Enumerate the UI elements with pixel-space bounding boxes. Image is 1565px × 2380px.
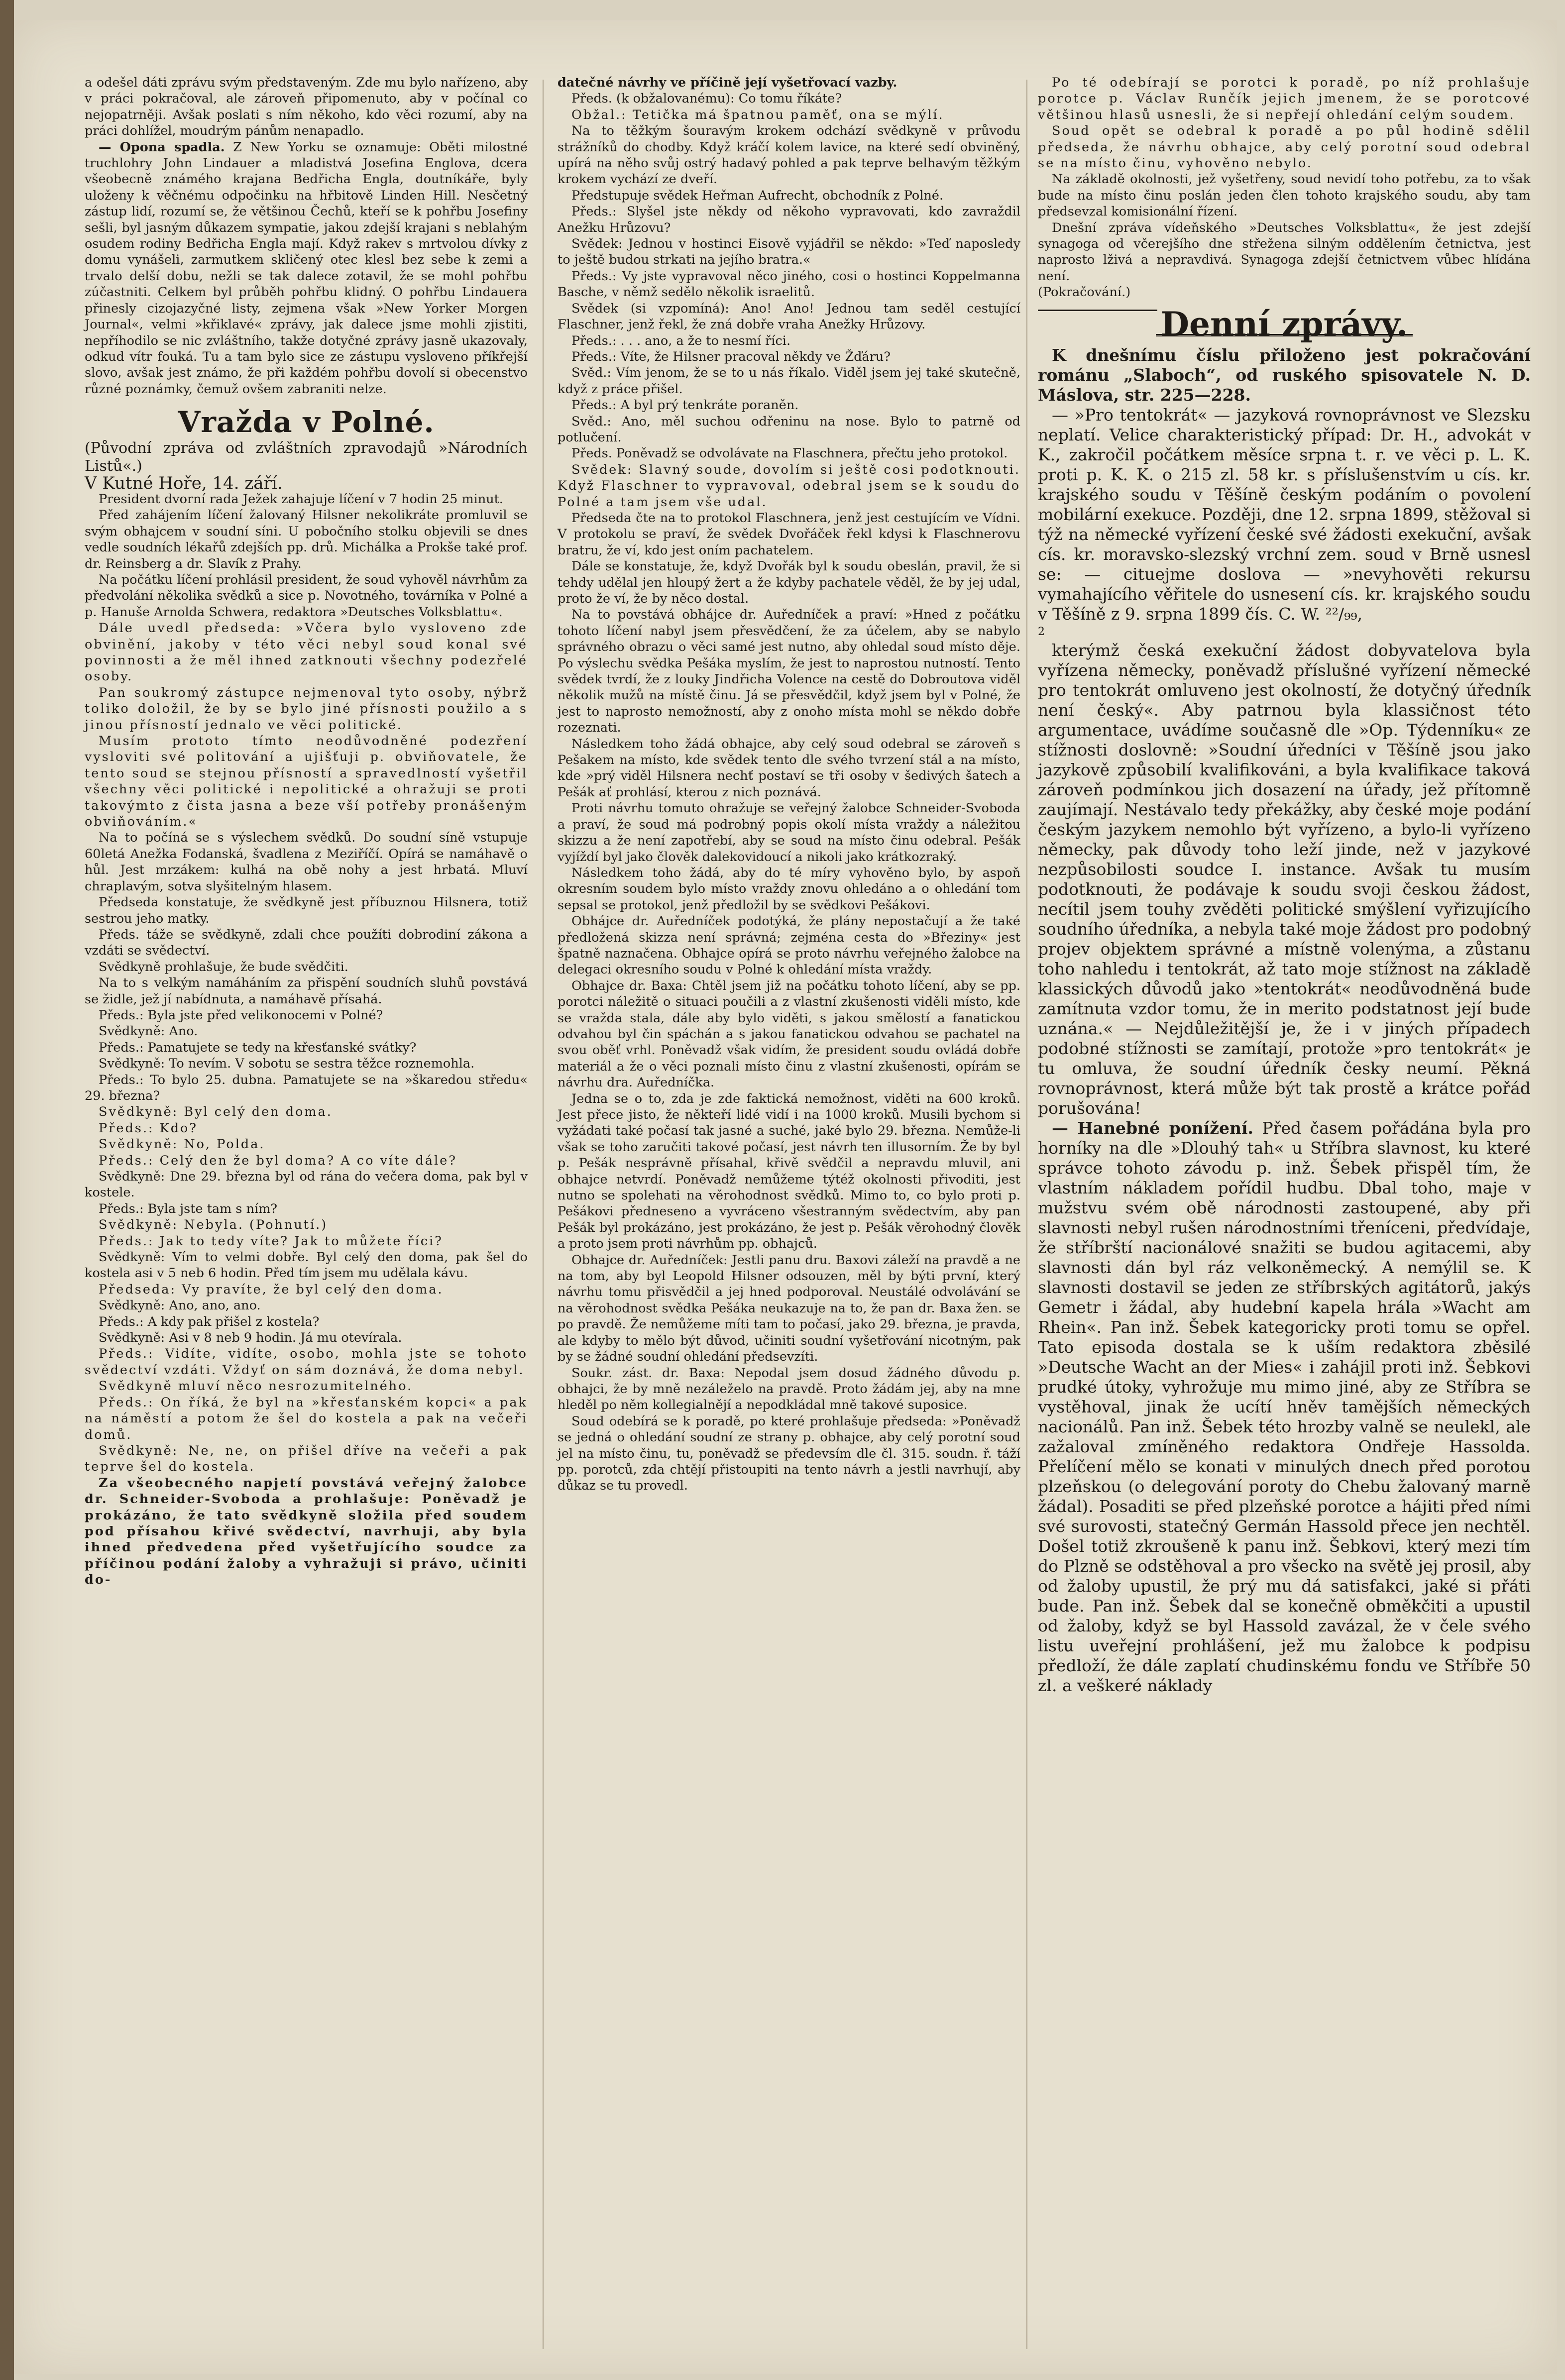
continued-note: (Pokračování.) (1038, 285, 1131, 300)
dialogue-line: Předs.: A kdy pak přišel z kostela? (99, 1314, 320, 1329)
dialogue-line: Předs. Poněvadž se odvolávate na Flaschnera, přečtu jeho protokol. (571, 446, 1008, 461)
paragraph: Soud opět se odebral k poradě a po půl hodině sdělil předseda, že návrhu obhajce, aby celý porotní soud odebral se na místo činu, vyhověno nebylo. (1038, 123, 1531, 171)
dialogue-line: Předs.: Víte, že Hilsner pracoval někdy ve Žďáru? (571, 349, 891, 364)
dialogue-line: Předs.: Jak to tedy víte? Jak to můžete říci? (99, 1233, 443, 1249)
paragraph: Následkem toho žádá obhajce, aby celý soud odebral se zároveň s Pešakem na místo, kde svědek tento dle svého tvrzení stál a na místo, kde »prý viděl Hilsnera nechť postaví se tři osoby v šedivých šatech a Pešák ať prohlásí, kterou z nich poznává. (558, 736, 1020, 800)
paragraph: Na to s velkým namáháním za přispění soudních sluhů povstává se židle, jež jí nabídnuta, a namáhavě přísahá. (85, 975, 528, 1007)
dialogue-line: Svědkyně: Nebyla. (Pohnutí.) (99, 1217, 328, 1233)
paragraph: Předseda konstatuje, že svědkyně jest příbuznou Hilsnera, totiž sestrou jeho matky. (85, 895, 528, 926)
paragraph: Předstupuje svědek Heřman Aufrecht, obchodník z Polné. (571, 188, 944, 203)
section-heading (1038, 304, 1531, 343)
paragraph: Před zahájením líčení žalovaný Hilsner nekolikráte promluvil se svým obhajcem v soudní síni. U pobočního stolku objevili se dnes vedle soudních lékařů zdejších pp. drů. Michálka a Prokše také prof. dr. Reinsberg a dr. Slavík z Prahy. (85, 508, 528, 571)
paragraph: Na to těžkým šouravým krokem odchází svědkyně v průvodu strážníků do chodby. Když kráčí kolem lavice, na které sedí obviněný, upírá na něho svůj ostrý hadavý pohled a pak teprve belhavým těžkým krokem vychází ze dveří. (558, 123, 1020, 187)
dialogue-line: Předseda: Vy pravíte, že byl celý den doma. (99, 1282, 444, 1297)
paragraph: Na počátku líčení prohlásil president, že soud vyhověl návrhům za předvolání několika svědků a sice p. Novotného, továrníka v Polné a p. Hanuše Arnolda Schwera, redaktora »Deutsches Volksblattu«. (85, 572, 528, 620)
dialogue-line: Svědkyně: To nevím. V sobotu se sestra těžce roznemohla. (99, 1056, 475, 1072)
dialogue-line: Předs.: To bylo 25. dubna. Pamatujete se na »škaredou středu« 29. března? (85, 1072, 528, 1103)
paragraph: Na základě okolnosti, jež vyšetřeny, soud nevidí toho potřebu, za to však bude na místo činu poslán jeden člen tohoto krajského soudu, aby tam předsevzal komisionální řízení. (1038, 172, 1531, 219)
column-right (1038, 75, 1531, 1696)
binding-spine (0, 0, 14, 2380)
news-item-heading: — Opona spadla. (99, 139, 225, 155)
dialogue-line: Předs. (k obžalovanému): Co tomu říkáte? (571, 91, 842, 107)
column-middle (558, 75, 1020, 1494)
paragraph: — »Pro tentokrát« — jazyková rovnoprávnost ve Slezsku neplatí. Velice charakteristický případ: Dr. H., advokát v K., zakročil počátkem měsíce srpna t. r. ve věci p. L. K. proti p. K. K. o 215 zl. 58 kr. s příslušenstvím u cís. kr. krajského soudu v Těšíně českým podáním o povolení mobilární exekuce. Později, dne 12. srpna 1899, stěžoval si týž na německé vyřízení české své žádosti exekuční, avšak cís. kr. moravsko-slezský vrchní zem. soud v Brně usnesl se: — cituejme doslova — »nevyhověti rekursu vymahajícího věřitele do usnesení cís. kr. krajského soudu v Těšíně z 9. srpna 1899 čís. C. W. ²²/₉₉, (1038, 405, 1531, 624)
paragraph: Na to počíná se s výslechem svědků. Do soudní síně vstupuje 60letá Anežka Fodanská, švadlena z Meziříčí. Opírá se namáhavě o hůl. Jest mrzákem: kulhá na obě nohy a jest hrbatá. Mluví chraplavým, sotva slyšitelným hlasem. (85, 830, 528, 894)
dialogue-line: Svědkyně: Vím to velmi dobře. Byl celý den doma, pak šel do kostela asi v 5 neb 6 hodin. Před tím jsem mu udělala kávu. (85, 1250, 528, 1281)
article-origin: (Původní zpráva od zvláštních zpravodajů »Národních Listů«.) (85, 439, 528, 475)
paragraph: Obhajce dr. Auředníček: Jestli panu dru. Baxovi záleží na pravdě a ne na tom, aby byl Leopold Hilsner odsouzen, měl by býti první, který návrhu tomu přisvědčil a jej hned podporoval. Neustálé odvolávání se na věrohodnost svědka Pešáka neukazuje na to, že pan dr. Baxa žen. se po pravdě. Že nemůžeme míti tam to počasí, jako 29. března, je pravda, ale kdyby to mělo být důvod, učiniti soudní vyšetřování nicotným, pak by se žádné soudní ohledání předsevzíti. (558, 1252, 1020, 1365)
paragraph: Musím prototo tímto neodůvodněné podezření vysloviti své politování a ujišťuji p. obviňovatele, že tento soud se stejnou přísností a spravedlností vyšetřil všechny věci politické i nepolitické a ohražuji se proti takovýmto z čista jasna a beze vší potřeby pronášeným obviňováním.« (85, 734, 528, 830)
dialogue-line: Svědkyně mluví něco nesrozumitelného. (99, 1379, 413, 1394)
dialogue-line: Předs.: Byla jste před velikonocemi v Polné? (99, 1007, 383, 1023)
news-item-opona (85, 139, 528, 398)
dialogue-line: Předs.: Vidíte, vidíte, osobo, mohla jste se tohoto svědectví vzdáti. Vždyť on sám doznává, že doma nebyl. (85, 1346, 528, 1378)
paragraph: Soud odebírá se k poradě, po které prohlašuje předseda: »Poněvadž se jedná o ohledání soudní ze strany p. obhajce, aby celý porotní soud jel na místo činu, tu, poněvadž se předevsím dle čl. 315. soudn. ř. táží pp. porotců, zda chtějí přistoupiti na tento návrh a jestli navrhují, aby důkaz se tu provedl. (558, 1413, 1020, 1494)
dialogue-line: Svědkyně: Ano, ano, ano. (99, 1298, 261, 1313)
paragraph: Svědkyně prohlašuje, že bude svědčiti. (99, 959, 348, 974)
section-title: Denní zprávy. (1156, 316, 1413, 336)
dialogue-line: Předs.: A byl prý tenkráte poraněn. (571, 398, 799, 413)
dialogue-line: Předs.: . . . ano, a že to nesmí říci. (571, 333, 791, 348)
paragraph: President dvorní rada Ježek zahajuje líčení v 7 hodin 25 minut. (99, 491, 504, 507)
dialogue-line: Svědkyně: Byl celý den doma. (99, 1104, 333, 1120)
footnote-marker: 2 (1038, 626, 1045, 639)
paragraph: Za všeobecného napjetí povstává veřejný žalobce dr. Schneider-Svoboda a prohlašuje: Poněvadž je prokázáno, že tato svědkyně složila před soudem pod přísahou křivé svědectví, navrhuji, aby byla ihned předvedena před vyšetřujícího soudce za příčinou podání žaloby a vyhražuji si právo, učiniti do- (85, 1475, 528, 1588)
dialogue-line: Svědkyně: Ne, ne, on přišel dříve na večeři a pak teprve šel do kostela. (85, 1443, 528, 1475)
news-item-body: Z New Yorku se oznamuje: Oběti milostné truchlohry John Lindauer a mladistvá Josefina Englova, dcera všeobecně známého krajana Bedřicha Engla, doutníkáře, byly uloženy k věčnému odpočinku na hřbitově Linden Hill. Nesčetný zástup lidí, rozumí se, že většinou Čechů, kteří se k pohřbu Josefiny sešli, byl jasným důkazem sympatie, jakou zdejší krajani s neblahým osudem rodiny Bedřicha Engla mají. Když rakev s mrtvolou dívky z domu vynášeli, zarmutkem skličený otec klesl bez sebe k zemi a trvalo delší dobu, nežli se tak dalece zotavil, že se mohl pohřbu zúčastniti. Celkem byl průběh pohřbu klidný. O pohřbu Lindauera přinesly cizojazyčné listy, zejmena však »New Yorker Morgen Journal«, velmi »křiklavé« zprávy, jak dalece jsme mohli zjistiti, nepříhodilo se nic zvláštního, takže dotyčné zprávy jasně ukazovaly, odkud vítr fouká. Tu a tam bylo sice ze zástupu vysloveno příkřejší slovo, avšak jest známo, že při každém pohřbu dovolí si obecenstvo různé poznámky, čemuž ovšem zabraniti nelze. (85, 139, 528, 397)
dialogue-line: Svěd.: Ano, měl suchou odřeninu na nose. Bylo to patrně od potlučení. (558, 414, 1020, 445)
dialogue-line: Předs.: Pamatujete se tedy na křesťanské svátky? (99, 1040, 417, 1055)
article-title: Vražda v Polné. (178, 405, 435, 439)
paragraph: datečné návrhy ve příčině její vyšetřovací vazby. (558, 75, 897, 90)
paragraph: Předseda čte na to protokol Flaschnera, jenž jest cestujícím ve Vídni. V protokolu se praví, že svědek Dvořáček řekl kdysi k Flaschnerovu bratru, že ví, kdo jest oním pachatelem. (558, 510, 1020, 558)
dialogue-line: Svědek (si vzpomíná): Ano! Ano! Jednou tam seděl cestující Flaschner, jenž řekl, že zná dobře vraha Anežky Hrůzovy. (558, 301, 1020, 332)
dialogue-line: Předs.: Vy jste vypravoval něco jiného, cosi o hostinci Koppelmanna Basche, v němž sedělo několik israelitů. (558, 268, 1020, 300)
dialogue-line: Svěd.: Vím jenom, že se to u nás říkalo. Viděl jsem jej také skutečně, když z práce přišel. (558, 365, 1020, 397)
dialogue-line: Svědkyně: Dne 29. března byl od rána do večera doma, pak byl v kostele. (85, 1169, 528, 1200)
dialogue-line: Předs.: Celý den že byl doma? A co víte dále? (99, 1153, 457, 1168)
paragraph: Obhájce dr. Auředníček podotýká, že plány nepostačují a že také předložená skizza není správná; zejména cesta do »Březiny« jest špatně naznačena. Obhajce opírá se proto návrhu veřejného žalobce na delegaci okresního soudu v Polné k ohledání místa vraždy. (558, 914, 1020, 977)
dialogue-line: Předs.: Kdo? (99, 1120, 198, 1136)
dialogue-line: Předs.: Byla jste tam s ním? (99, 1201, 278, 1216)
dialogue-line: Svědkyně: No, Polda. (99, 1137, 265, 1152)
paragraph: a odešel dáti zprávu svým představeným. Zde mu bylo nařízeno, aby v práci pokračoval, ale zároveň připomenuto, aby v počínal co nejopatrněji. Avšak poslati s ním někoho, kdo věci rozumí, aby na práci dohlížel, moudrým pánům nenapadlo. (85, 75, 528, 139)
dialogue-line: Obžal.: Tetička má špatnou paměť, ona se mýlí. (571, 107, 944, 122)
news-item-body: Před časem pořádána byla pro horníky na dle »Dlouhý tah« u Stříbra slavnost, ku které správce tohoto závodu p. inž. Šebek přispěl tím, že vlastním nákladem pořídil hudbu. Dbal toho, maje v mužstvu svém obě národnosti zastoupené, aby při slavnosti nebyl rušen národnostními třeníceni, předvídaje, že stříbrští nacionálové snažiti se budou agitacemi, aby slavnosti dán byl ráz velkoněmecký. A nemýlil se. K slavnosti dostavil se jeden ze stříbrských agitátorů, jakýs Gemetr i žádal, aby hudební kapela hrála »Wacht am Rhein«. Pan inž. Šebek kategoricky proti tomu se opřel. Tato episoda dostala se k uším redaktora zběsilé »Deutsche Wacht an der Mies« i zahájil proti inž. Šebkovi prudké útoky, vyhrožuje mu mimo jiné, aby ze Stříbra se vystěhoval, jinak že ucítí hněv tamějších německých nacionálů. Pan inž. Šebek této hrozby valně se neulekl, ale zažaloval zmíněného redaktora Ondřeje Hassolda. Přelíčení mělo se konati v minulých dnech před porotou plzeňskou (o delegování poroty do Chebu žalovaný marně žádal). Posaditi se před plzeňské porotce a hájiti před ními své surovosti, statečný Germán Hassold přece jen nechtěl. Došel totiž zkroušeně k panu inž. Šebkovi, který mezi tím do Plzně se odstěhoval a pro všecko na světě jej prosil, aby od žaloby upustil, že prý mu dá satisfakci, jaké si přáti bude. Pan inž. Šebek dal se konečně obměkčiti a upustil od žaloby, když se byl Hassold zavázal, že v čele svého listu uveřejní prohlášení, jež mu žalobce k podpisu předloží, že dále zaplatí chudinskému fondu ve Stříbře 50 zl. a veškeré náklady (1038, 1118, 1531, 1695)
paragraph: Dále se konstatuje, že, když Dvořák byl k soudu obeslán, pravil, že si tehdy udělal jen hloupý žert a že kdyby pachatele věděl, že by jej udal, proto že ví, že by něco dostal. (558, 559, 1020, 606)
paragraph: Obhajce dr. Baxa: Chtěl jsem již na počátku tohoto líčení, aby se pp. porotci náležitě o situaci poučili a z vlastní zkušenosti viděli místo, kde se vražda stala, dále aby bylo viděti, s jakou smělostí a fanatickou odvahou byl čin spáchán a s jakou fanatickou odvahou se pachatel na svou oběť vrhl. Poněvadž však vidím, že president soudu ovládá dobře materiál a že o věci poznali místo činu z vlastní zkušenosti, opírám se návrhu dra. Auředníčka. (558, 978, 1020, 1090)
column-rule (543, 80, 544, 2349)
dialogue-line: Svědek: Jednou v hostinci Eisově vyjádřil se někdo: »Teď naposledy to ještě budou strkati na jejího bratra.« (558, 236, 1020, 268)
paragraph: Soukr. zást. dr. Baxa: Nepodal jsem dosud žádného důvodu p. obhajci, že by mně nezáleželo na pravdě. Proto žádám jej, aby na mne hleděl po něm kollegialnějí a nepodkládal mně takové suposice. (558, 1365, 1020, 1413)
dateline: V Kutné Hoře, 14. září. (85, 473, 283, 493)
dialogue-line: Svědkyně: Ano. (99, 1024, 198, 1039)
news-item-ponizeni (1038, 1118, 1531, 1696)
paragraph: Pan soukromý zástupce nejmenoval tyto osoby, nýbrž toliko doložil, že by se bylo jiné přísnosti použilo a s jinou přísností jednalo ve věci politické. (85, 685, 528, 733)
dialogue-line: Předs.: On říká, že byl na »křesťanském kopci« a pak na náměstí a potom že šel do kostela a pak na večeři domů. (85, 1395, 528, 1442)
paragraph: kterýmž česká exekuční žádost dobyvatelova byla vyřízena německy, poněvadž příslušné vyřízení německé pro tentokrát omluveno jest okolností, že dotyčný úředník není český«. Aby patrnou byla klassičnost této argumentace, uvádíme současně dle »Op. Týdenníku« ze stížnosti doslovně: »Soudní úředníci v Těšíně jsou jako jazykově způsobilí kvalifikováni, a byla kvalifikace taková zároveň podmínkou jich dosazení na úřady, jež přítomně zaujímají. Nestávalo tedy překážky, aby české moje podání českým jazykem nemohlo být vyřízeno, a bylo-li vyřízeno německy, pak důvody toho leží jinde, než v jazykové nezpůsobilosti soudce I. instance. Avšak tu musím podotknouti, že podávaje k soudu svoji českou žádost, necítil jsem touhy zvěděti politické smýšlení vyřizujícího soudního úředníka, a nebyla také moje žádost pro podobný projev objektem správné a místně volenýma, a zůstanu toho nahledu i tentokrát, až tato moje stížnost na základě klassických důvodů jako »tentokrát« neodůvodněná bude zamítnuta vzdor tomu, že in merito podstatnost její bude uznána.« — Nejdůležitější je, že i v jiných případech podobné stížnosti se zamítají, protože »pro tentokrát« je tu omluva, že soudní úředník česky neumí. Pěkná rovnoprávnost, která může být tak prostě a krátce pořád porušována! (1038, 640, 1531, 1118)
dialogue-line: Svědkyně: Asi v 8 neb 9 hodin. Já mu otevírala. (99, 1330, 402, 1346)
news-item-heading: — Hanebné ponížení. (1052, 1118, 1253, 1138)
paragraph: Na to povstává obhájce dr. Auředníček a praví: »Hned z počátku tohoto líčení nabyl jsem přesvědčení, že za účelem, aby se nabylo správného obrazu o věci samé jest nutno, aby ohledal soud místo děje. Po výslechu svědka Pešáka myslím, že jest to naprostou nutností. Tento svědek tvrdí, že z louky Jindřicha Volence na cestě do Dobroutova viděl několik mužů na místě činu. Já se přesvědčil, když jsem byl v Polné, že jest to naprosto nemožností, aby z onoho místa mohl se někdo dobře rozeznati. (558, 607, 1020, 736)
paragraph: Proti návrhu tomuto ohražuje se veřejný žalobce Schneider-Svoboda a praví, že soud má podrobný popis okolí místa vraždy a náležitou skizzu a že není zapotřebí, aby se soud na místo činu odebral. Pešák vyjíždí byl jako člověk dalekovidoucí a nikoli jako krátkozraký. (558, 801, 1020, 865)
paragraph: Dnešní zpráva vídeňského »Deutsches Volksblattu«, že jest zdejší synagoga od včerejšího dne střežena silným oddělením četnictva, jest naprosto lživá a nepravdivá. Synagoga zdejší četnictvem vůbec hlídána není. (1038, 220, 1531, 284)
paragraph: Po té odebírají se porotci k poradě, po níž prohlašuje porotce p. Václav Runčík jejich jmenem, že se porotcové většinou hlasů usnesli, že si nepřejí ohledání celým soudem. (1038, 75, 1531, 122)
column-left (85, 75, 528, 1588)
column-rule (1026, 80, 1027, 2349)
section-divider (1038, 310, 1157, 311)
paragraph: Předs. táže se svědkyně, zdali chce použíti dobrodiní zákona a vzdáti se svědectví. (85, 927, 528, 959)
paragraph: Dále uvedl předseda: »Včera bylo vysloveno zde obvinění, jakoby v této věci nebyl soud konal své povinnosti a že měl ihned zatknouti všechny podezřelé osoby. (85, 621, 528, 684)
paragraph: Jedna se o to, zda je zde faktická nemožnost, viděti na 600 kroků. Jest přece jisto, že někteří lidé vidí i na 1000 kroků. Musili bychom si vyžádati také počasí tak jasné a suché, jaké bylo 29. března. Nemůže-li však se toho zaručiti takové počasí, jest návrh ten illusorním. Že by byl p. Pešák nesprávně přísahal, křivě svědčil a nepravdu mluvil, ani obhajce netvrdí. Poněvadž nemůžeme týtéž okolnosti přivoditi, jest nutno se spolehati na věrohodnost svědků. Mimo to, co bylo proti p. Pešákovi předneseno a vyvráceno všestranným svědectvím, aby pan Pešák byl prokázáno, jest prokázáno, že jest p. Pešák věrohodný člověk a proto jsem proti návrhům pp. obhajců. (558, 1091, 1020, 1252)
paragraph: K dnešnímu číslu přiloženo jest pokračování románu „Slaboch“, od ruského spisovatele N. D. Máslova, str. 225—228. (1038, 345, 1531, 405)
dialogue-line: Předs.: Slyšel jste někdy od někoho vypravovati, kdo zavraždil Anežku Hrůzovu? (558, 204, 1020, 235)
paragraph: Následkem toho žádá, aby do té míry vyhověno bylo, by aspoň okresním soudem bylo místo vraždy znovu ohledáno a o ohledání tom sepsal se protokol, jenž předložil by se svědkovi Pešákovi. (558, 865, 1020, 913)
dialogue-line: Svědek: Slavný soude, dovolím si ještě cosi podotknouti. Když Flaschner to vypravoval, odebral jsem se k soudu do Polné a tam jsem vše udal. (558, 462, 1020, 510)
